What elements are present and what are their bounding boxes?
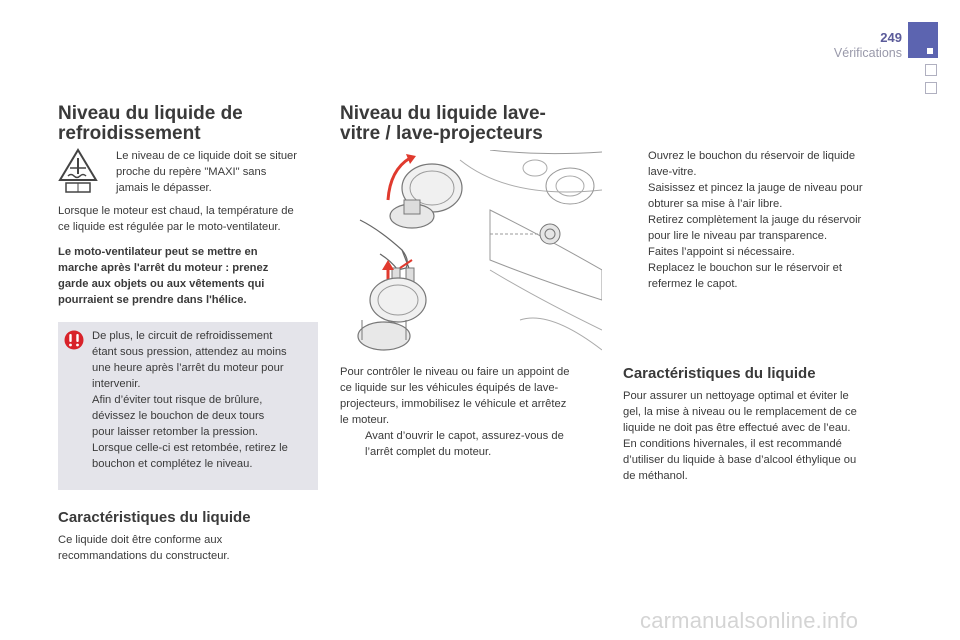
washer-title-line: Niveau du liquide lave- [340,103,546,124]
text-line: l’arrêt complet du moteur. [365,446,492,458]
text-line: liquide ne doit pas être effectué avec de l’eau. [623,422,851,434]
text-line: Avant d’ouvrir le capot, assurez-vous de [365,430,564,442]
warning-icon [64,330,84,350]
text-line: marche après l'arrêt du moteur : prenez [58,262,269,274]
warning-box [58,322,318,490]
text-line: Ouvrez le bouchon du réservoir de liquide [648,150,856,162]
list-item [340,428,600,460]
coolant-title-line: Niveau du liquide de [58,103,243,124]
coolant-characteristics-text [58,532,230,564]
text-line: obturer sa mise à l’air libre. [648,198,783,210]
text-line: Saisissez et pincez la jauge de niveau pour [648,182,863,194]
text-line: Faites l’appoint si nécessaire. [648,246,795,258]
text-line: proche du repère "MAXI" sans [116,166,267,178]
list-item [623,148,893,180]
washer-steps [623,148,893,292]
text-line: Retirez complètement la jauge du réservoir [648,214,862,226]
coolant-title-line: refroidissement [58,123,201,144]
text-line: Afin d’éviter tout risque de brûlure, [92,394,263,406]
text-line: le moteur. [340,414,390,426]
text-line: étant sous pression, attendez au moins [92,346,287,358]
list-item [623,244,893,260]
text-line: Le moto-ventilateur peut se mettre en [58,246,258,258]
text-line: ce liquide est régulée par le moto-ventilateur. [58,221,281,233]
washer-title [340,104,546,144]
text-line: une heure après l’arrêt du moteur pour [92,362,284,374]
text-line: projecteurs, immobilisez le véhicule et arrêtez [340,398,567,410]
tab-marker [927,48,933,54]
text-line: gel, la mise à niveau ou le remplacement de ce [623,406,857,418]
section-tab-active[interactable] [908,22,938,58]
text-line: jamais le dépasser. [116,182,212,194]
section-tab[interactable] [925,82,937,94]
section-tab[interactable] [925,64,937,76]
washer-characteristics-text [623,388,857,484]
coolant-title [58,104,243,144]
coolant-gauge-icon [58,148,98,194]
text-line: Lorsque le moteur est chaud, la température de [58,205,294,217]
text-line: lave-vitre. [648,166,697,178]
text-line: Pour contrôler le niveau ou faire un appoint de [340,366,570,378]
text-line: recommandations du constructeur. [58,550,230,562]
watermark: carmanualsonline.info [640,608,859,633]
washer-intro-bullets [340,428,600,460]
washer-reservoir-illustration [340,150,602,356]
list-item [623,212,893,244]
text-line: d’utiliser du liquide à base d’alcool éthylique ou [623,454,857,466]
coolant-hot-paragraph [58,203,294,235]
text-line: refermez le capot. [648,278,738,290]
washer-title-line: vitre / lave-projecteurs [340,123,543,144]
text-line: de méthanol. [623,470,688,482]
page-number: 249 [880,30,902,45]
text-line: intervenir. [92,378,141,390]
warning-text [92,328,288,472]
coolant-fan-warning [58,244,268,308]
text-line: bouchon et complétez le niveau. [92,458,253,470]
text-line: Ce liquide doit être conforme aux [58,534,223,546]
text-line: pour lire le niveau par transparence. [648,230,828,242]
text-line: pour laisser retomber la pression. [92,426,259,438]
text-line: Pour assurer un nettoyage optimal et éviter le [623,390,849,402]
text-line: garde aux objets ou aux vêtements qui [58,278,265,290]
list-item [623,180,893,212]
list-item [623,260,893,292]
text-line: Lorsque celle-ci est retombée, retirez le [92,442,288,454]
text-line: De plus, le circuit de refroidissement [92,330,273,342]
coolant-intro [116,148,297,196]
text-line: ce liquide sur les véhicules équipés de lave- [340,382,559,394]
section-label: Vérifications [833,46,902,60]
text-line: Le niveau de ce liquide doit se situer [116,150,297,162]
text-line: Replacez le bouchon sur le réservoir et [648,262,843,274]
text-line: En conditions hivernales, il est recommandé [623,438,842,450]
washer-intro [340,364,570,428]
text-line: pourraient se prendre dans l'hélice. [58,294,247,306]
text-line: dévissez le bouchon de deux tours [92,410,265,422]
washer-characteristics-title: Caractéristiques du liquide [623,365,816,382]
coolant-characteristics-title: Caractéristiques du liquide [58,509,251,526]
